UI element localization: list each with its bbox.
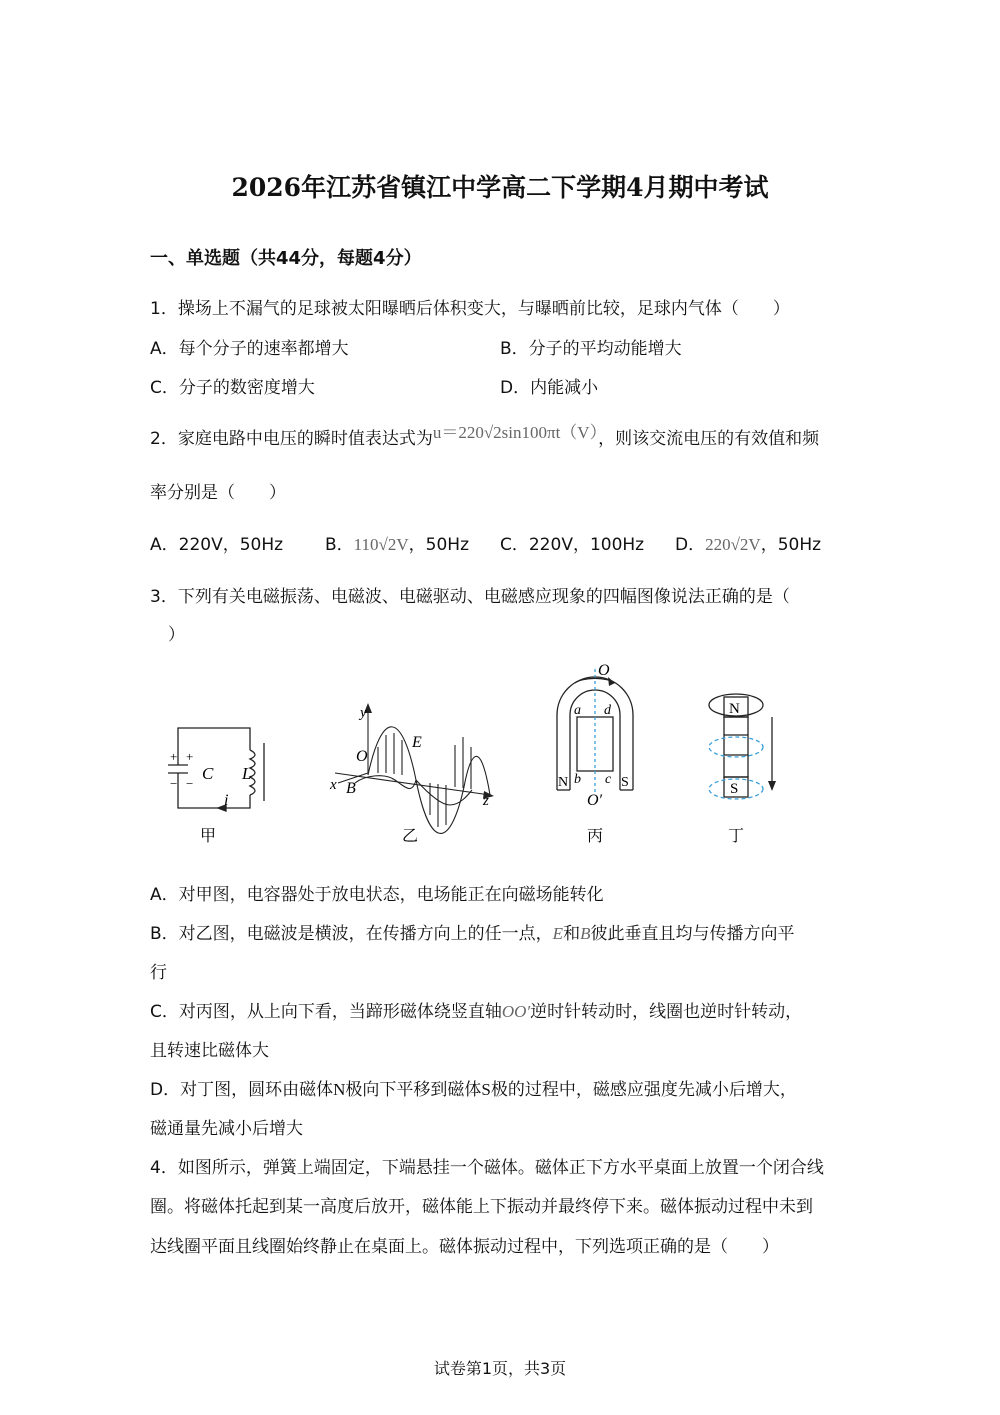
q2-option-d-label: D． [675,535,706,555]
q2-option-b-math: 110√2V [353,535,409,554]
lc-wire-top [178,728,250,750]
motion-arrowhead [768,781,776,791]
q3-option-b-part1: B．对乙图，电磁波是横波，在传播方向上的任一点， [150,924,553,944]
lc-minus-sign-2: − [186,776,194,791]
wave-z-label: z [483,793,489,809]
lc-plus-sign-2: + [186,749,194,764]
b-field-curve-2 [416,780,472,805]
q2-option-c: C．220V，100Hz [500,535,645,555]
q1-option-d: D．内能减小 [500,378,599,398]
q3-option-c-part2: 逆时针转动时，线圈也逆时针转动， [530,1002,803,1022]
bar-magnet-s-label: S [730,781,739,797]
caption-yi: 乙 [402,826,419,845]
coil-b-label: b [574,772,581,787]
q3-option-b-part2: 彼此垂直且均与传播方向平 [590,924,795,944]
q3-option-d-n: N [333,1080,346,1099]
wave-y-label: y [360,705,367,721]
q1-stem: 1．操场上不漏气的足球被太阳曝晒后体积变大，与曝晒前比较，足球内气体（ ） [150,299,790,319]
q3-option-d-line2: 磁通量先减小后增大 [150,1119,303,1139]
coil-d-label: d [604,703,611,718]
figure-em-wave [335,710,490,833]
q2-stem-line2: 率分别是（ ） [150,483,286,503]
q4-stem-line2: 圈。将磁体托起到某一高度后放开，磁体能上下振动并最终停下来。磁体振动过程中未到 [150,1197,813,1217]
q2-option-d-freq: ，50Hz [760,535,822,555]
q2-stem-part2: ，则该交流电压的有效值和频 [598,429,820,449]
q3-option-b-b: B [580,924,591,943]
q2-stem-part1: 2．家庭电路中电压的瞬时值表达式为 [150,429,433,449]
q3-option-c-axis: OO′ [501,1002,531,1021]
ring-middle-position [709,737,763,757]
b-field-curve-1 [355,776,416,789]
q3-option-b-e: E [552,924,564,943]
exam-title: 2026年江苏省镇江中学高二下学期4月期中考试 [231,173,769,202]
q1-option-b: B．分子的平均动能增大 [500,339,682,359]
q3-option-d-part3: 极的过程中，磁感应强度先减小后增大， [490,1080,797,1100]
section-heading-single-choice: 一、单选题（共44分，每题4分） [150,248,422,269]
q3-figures [150,655,850,855]
wave-b-label: B [346,780,356,797]
caption-jia: 甲 [200,826,217,845]
q4-stem-line1: 4．如图所示，弹簧上端固定，下端悬挂一个磁体。磁体正下方水平桌面上放置一个闭合线 [150,1158,824,1178]
q2-option-d [675,534,821,556]
q3-option-d-part2: 极向下平移到磁体 [345,1080,482,1100]
axis-o-bottom-label: O′ [587,792,603,809]
capacitor-label: C [202,764,214,783]
q2-option-d-math: 220√2V [705,535,761,554]
page-footer: 试卷第1页，共3页 [433,1359,567,1378]
wave-x-label: x [330,777,337,793]
inductor-label: L [242,764,252,783]
q3-option-d-s: S [481,1080,491,1099]
q2-option-b-freq: ，50Hz [408,535,469,555]
q2-option-a: A．220V，50Hz [150,535,284,555]
q3-option-c-line2: 且转速比磁体大 [150,1041,269,1061]
q3-stem-close: ） [168,625,185,645]
wave-origin-label: O [356,748,368,765]
current-label: i [224,792,229,809]
q1-option-a: A．每个分子的速率都增大 [150,339,349,359]
q3-option-b-line2: 行 [150,963,167,983]
q3-option-c-part1: C．对丙图，从上向下看，当蹄形磁体绕竖直轴 [150,1002,502,1022]
caption-bing: 丙 [587,826,604,845]
q3-option-a: A．对甲图，电容器处于放电状态，电场能正在向磁场能转化 [150,885,604,905]
q3-option-b-and: 和 [563,924,581,944]
q3-option-c [150,1001,802,1023]
magnet-s-label: S [621,775,629,790]
q3-stem: 3．下列有关电磁振荡、电磁波、电磁驱动、电磁感应现象的四幅图像说法正确的是（ [150,587,790,607]
coil-a-label: a [574,703,581,718]
caption-ding: 丁 [728,826,745,845]
q3-option-d [150,1079,797,1101]
q3-option-d-part1: D．对丁图，圆环由磁体 [150,1080,334,1100]
figure-bar-magnet-ring [709,694,772,799]
q4-stem-line3: 达线圈平面且线圈始终静止在桌面上。磁体振动过程中，下列选项正确的是（ ） [150,1237,779,1257]
q1-option-c: C．分子的数密度增大 [150,378,315,398]
q2-stem [150,423,820,450]
q3-option-b [150,923,794,945]
magnet-body [724,717,748,777]
q2-formula: u＝220√2sin100πt（V） [432,423,599,442]
magnet-n-label: N [558,775,569,790]
bar-magnet-n-label: N [729,701,740,717]
q2-option-b-label: B． [325,535,354,555]
axis-o-top-label: O [598,662,610,679]
lc-minus-sign-1: − [170,776,178,791]
coil-c-label: c [605,772,612,787]
lc-plus-sign-1: + [170,749,178,764]
wave-e-label: E [412,734,422,751]
q2-option-b [325,534,469,556]
